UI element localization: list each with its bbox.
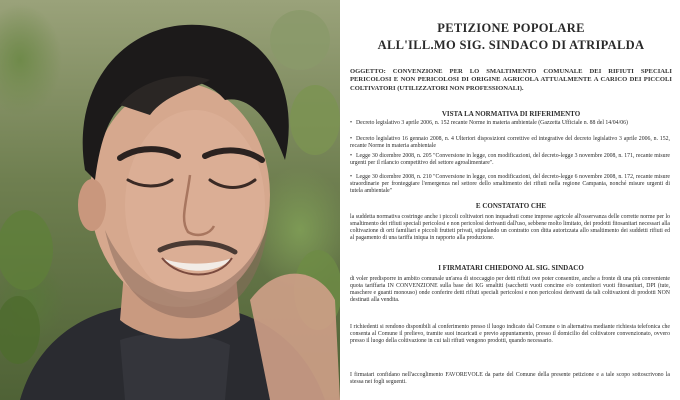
section-heading-firmatari: I FIRMATARI CHIEDONO AL SIG. SINDACO [438, 264, 584, 272]
section-heading-normativa: VISTA LA NORMATIVA DI RIFERIMENTO [441, 110, 581, 118]
bullet-icon: • [350, 153, 353, 159]
petition-document [342, 0, 680, 400]
bullet-icon: • [350, 174, 353, 180]
subject-paragraph: OGGETTO: CONVENZIONE PER LO SMALTIMENTO COMUNALE DEI RIFIUTI SPECIALI PERICOLOSI E NON PERICOLOSI DI ORIGINE AGRICOLA ATTUALMENTE A CARICO DEI PICCOLI COLTIVATORI (UTILIZZATORI NON PROFESSIONALI). [350, 68, 672, 92]
list-item-text: Decreto legislativo 16 gennaio 2008, n. 4 Ulteriori disposizioni correttive ed integrative del decreto legislativo 3 aprile 2006, n. 152, recante Norme in materia ambientale [350, 136, 670, 150]
availability-paragraph: I richiedenti si rendono disponibili al conferimento presso il luogo indicato dal Comune o in alternativa mediante richiesta telefonica che consenta al Comune il prelievo, tramite suoi incaricati e previo appuntamento, presso il domicilio del coltivatore convenzionato, ovvero presso il luogo della coltivazione in cui tali rifiuti vengono prodotti, quando necessario. [350, 324, 670, 345]
request-paragraph: di voler predisporre in ambito comunale un'area di stoccaggio per detti rifiuti ove poter consentire, anche a fronte di una più conveniente quota tariffaria IN CONVENZIONE sulla base dei KG smaltiti (sacchetti vuoti concime e/o contenitori vuoti fitosanitari, DPI (tute, maschere e guanti monouso) onde conferire detti rifiuti speciali pericolosi e non pericolosi derivanti da tali coltivazioni di prodotti NON destinati alla vendita. [350, 276, 670, 304]
list-item [350, 136, 670, 150]
list-item-text: Decreto legislativo 3 aprile 2006, n. 152 recante Norme in materia ambientale (Gazzetta Ufficiale n. 88 del 14/04/06) [356, 120, 628, 126]
list-item [350, 153, 670, 167]
section-heading-constatato: E CONSTATATO CHE [475, 202, 547, 210]
list-item [350, 174, 670, 195]
list-item-text: Legge 30 dicembre 2008, n. 210 "Conversione in legge, con modificazioni, del decreto-legge 6 novembre 2008, n. 172, recante misure straordinarie per fronteggiare l'emergenza nel settore dello smaltimento dei rifiuti nella regione Campania, nonché misure urgenti di tutela ambientale" [350, 174, 670, 195]
document-title: PETIZIONE POPOLARE [437, 21, 585, 35]
closing-paragraph: I firmatari confidano nell'accoglimento FAVOREVOLE da parte del Comune della presente petizione e a tale scopo sottoscrivono la stessa nei fogli seguenti. [350, 372, 670, 386]
constatato-paragraph: la suddetta normativa costringe anche i piccoli coltivatori non inquadrati come imprese agricole all'osservanza delle corrette norme per lo smaltimento dei rifiuti speciali pericolosi e non pericolosi derivanti dall'uso, sebbene molto limitato, dei prodotti fitosanitari necessari alla coltivazione di orti familiari e piccoli frutteti privati, stipulando un contratto con ditta autorizzata allo smaltimento dei suddetti rifiuti ed al pagamento di una tariffa iniqua in rapporto alla produzione. [350, 214, 670, 242]
list-item-text: Legge 30 dicembre 2008, n. 205 "Conversione in legge, con modificazioni, del decreto-legge 3 novembre 2008, n. 171, recante misure urgenti per il rilancio competitivo del settore agroalimentare". [350, 153, 670, 167]
bullet-icon: • [350, 120, 353, 126]
document-addressee: ALL'ILL.MO SIG. SINDACO DI ATRIPALDA [377, 38, 645, 52]
bullet-icon: • [350, 136, 353, 142]
list-item [350, 120, 670, 127]
